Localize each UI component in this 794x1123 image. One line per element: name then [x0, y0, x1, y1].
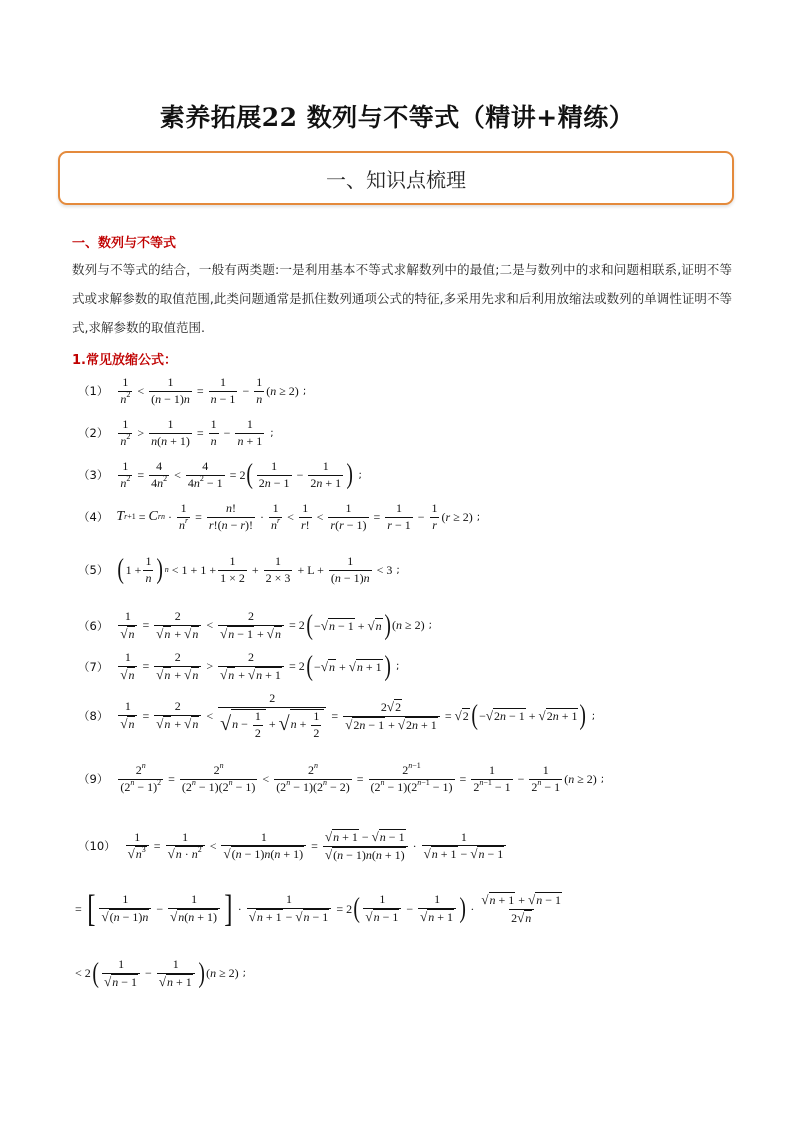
formula-label: （8） — [78, 709, 109, 724]
formula-8: （8） $\frac{1}{√n}$ = $\frac{2}{√n + √n}$ < 2 √ n − 1 2 + √ n + 1 2 = $\frac{2√2}{√2n - 1 + √2n + 1}$ = √2 ( −√2n − 1 + √2n + 1 ) ; — [78, 691, 596, 740]
formula-label: （2） — [78, 426, 109, 441]
formula-9: （9） $\frac{2^n}{(2^n - 1)^2}$ = $\frac{2^n}{(2^n - 1)(2^n - 1)}$ < $\frac{2^n}{(2^n - 1)(2^n - 2)}$ = $\frac{2^{n-1}}{(2^n - 1)(2^{n-1} - 1)}$ = $\frac{1}{2^{n-1} - 1}$ − $\frac{1}{2^n - 1}$ (n ≥ 2) ; — [78, 761, 605, 794]
formula-label: （7） — [78, 659, 109, 674]
formula-label: （1） — [78, 384, 109, 399]
section-header-box — [58, 151, 734, 205]
formula-6: （6） $\frac{1}{√n}$ = $\frac{2}{√n + √n}$ < $\frac{2}{√n - 1 + √n}$ = 2 ( −√n − 1 + √n ) (n ≥ 2) ; — [78, 609, 432, 641]
formula-10-line3: < 2 ( 1 √n − 1 − $\frac{1}{√n + 1}$ ) (n ≥ 2) ; — [75, 957, 247, 989]
formula-10-line1: （10） $\frac{1}{√n^3}$ = $\frac{1}{√n \cdot n^2}$ < $\frac{1}{√(n - 1)n(n + 1)}$ = $\frac{√n + 1 - √n - 1}{√(n - 1)n(n + 1)}$ · 1 √n + 1 − √n − 1 — [78, 830, 508, 863]
subsection-heading: 一、数列与不等式 — [72, 236, 177, 251]
formula-label: （3） — [78, 468, 109, 483]
formula-label: （10） — [78, 839, 116, 854]
formula-label: （5） — [78, 563, 109, 578]
formula-3: （3） $\frac{1}{n^2}$ = $\frac{4}{4n^2}$ < $\frac{4}{4n^2 - 1}$ = 2 ( 1 2n − 1 − $\frac{1}{2n + 1}$ ) ; — [78, 459, 362, 491]
formula-label: （4） — [78, 510, 109, 525]
formula-label: （9） — [78, 772, 109, 787]
formulas-heading: 1.常见放缩公式： — [72, 353, 177, 368]
page-title: 素养拓展22 数列与不等式（精讲+精练） — [159, 103, 635, 132]
formula-4: （4） T r+1 = C r n · $\frac{1}{n^r}$ = $\frac{n!}{r!(n - r)!}$ · 1 $n^r$ < 1 r! < $\frac{1}{r(r - 1)}$ = $\frac{1}{r - 1}$ − $\frac{1}{r}$ (r ≥ 2) ; — [78, 501, 481, 532]
section-header-text: 一、知识点梳理 — [326, 167, 466, 192]
formula-7: （7） $\frac{1}{√n}$ = $\frac{2}{√n + √n}$ > $\frac{2}{√n + √n + 1}$ = 2 ( −√n + √n + 1 ) ; — [78, 650, 400, 682]
formula-label: （6） — [78, 618, 109, 633]
formula-5: （5） ( 1 + $\frac{1}{n}$ ) n < 1 + 1 + $\frac{1}{1 \times 2}$ + $\frac{1}{2 \times 3}$ + L + $\frac{1}{(n - 1)n}$ < 3 ; — [78, 554, 400, 586]
intro-paragraph: 数列与不等式的结合，一般有两类题:一是利用基本不等式求解数列中的最值;二是与数列中的求和问题相联系,证明不等式或求解参数的取值范围,此类问题通常是抓住数列通项公式的特征,多采用先求和后利用放缩法或数列的单调性证明不等式,求解参数的取值范围. — [72, 262, 732, 335]
formula-1: （1） 1 $n^2$ < $\frac{1}{(n - 1)n}$ = $\frac{1}{n - 1}$ − $\frac{1}{n}$ (n ≥ 2) ; — [78, 375, 307, 406]
formula-10-line2: = [ 1 √(n − 1)n − $\frac{1}{√n(n + 1)}$ ] · $\frac{1}{√n + 1 - √n - 1}$ = 2 ( 1 √n − 1 − $\frac{1}{√n + 1}$ ) · √n + 1 + √n − 1 2√n — [75, 888, 561, 930]
formula-2: （2） 1 $n^2$ > $\frac{1}{n(n + 1)}$ = $\frac{1}{n}$ − $\frac{1}{n + 1}$ ; — [78, 417, 274, 448]
